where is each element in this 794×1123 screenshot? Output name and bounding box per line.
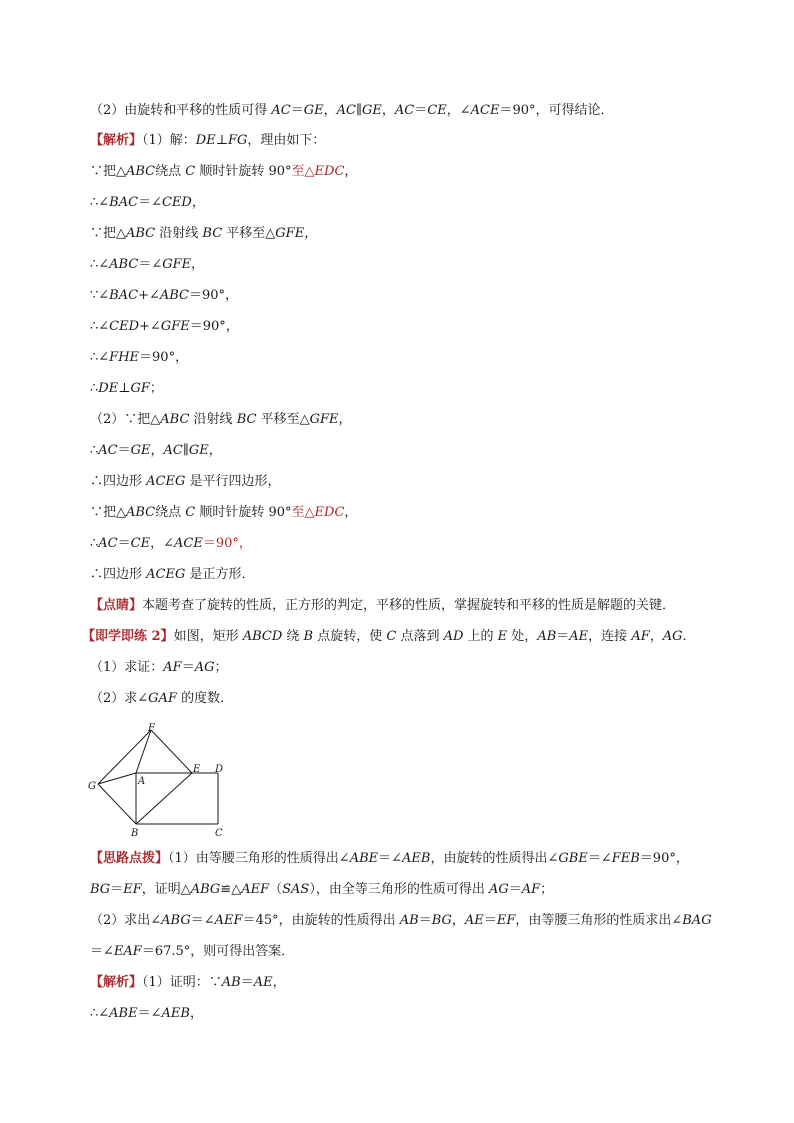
section-tag: 【解析】 xyxy=(90,975,143,990)
text-segment: ⊥ xyxy=(118,381,131,396)
text-segment: ∴∠ xyxy=(90,319,110,334)
text-segment: ∴∠ xyxy=(90,257,110,272)
math-symbol: BG xyxy=(90,882,111,897)
text-segment: ＝90°， xyxy=(639,851,689,866)
text-line xyxy=(90,503,730,523)
text-segment: 顺时针旋转 90° xyxy=(195,164,292,179)
text-segment: ∴四边形 xyxy=(90,567,147,582)
math-symbol: BAC xyxy=(109,195,139,210)
text-segment: （2）∵把△ xyxy=(90,412,161,427)
text-segment: ＝ xyxy=(556,629,570,644)
text-line xyxy=(90,596,730,616)
section-tag: 【思路点拨】 xyxy=(90,851,169,866)
text-segment: ，∠ xyxy=(150,536,174,551)
text-segment: ∴∠ xyxy=(90,350,110,365)
text-segment: （1）由等腰三角形的性质得出∠ xyxy=(168,851,350,866)
text-segment: ＝ xyxy=(181,660,195,675)
segment-ef xyxy=(151,730,192,773)
text-segment: ，由等腰三角形的性质求出∠ xyxy=(515,913,683,928)
math-symbol: GFE xyxy=(160,319,190,334)
math-symbol: E xyxy=(497,629,508,644)
text-segment: ＝∠ xyxy=(190,913,215,928)
text-segment: ＝ xyxy=(483,913,497,928)
text-segment: ⊥ xyxy=(215,133,228,148)
math-symbol: CED xyxy=(109,319,140,334)
math-symbol: AF xyxy=(631,629,650,644)
text-line xyxy=(90,348,730,368)
text-segment: +∠ xyxy=(138,288,160,303)
text-segment: ＝ xyxy=(418,913,432,928)
text-segment: ＝90°， xyxy=(189,288,239,303)
text-segment: 处， xyxy=(507,629,538,644)
text-segment: ＝∠ xyxy=(378,851,403,866)
text-segment: ； xyxy=(149,381,163,396)
text-segment: ＝45°，由旋转的性质得出 xyxy=(242,913,400,928)
math-symbol: B xyxy=(303,629,314,644)
text-segment: ， xyxy=(323,103,337,118)
math-symbol: ABE xyxy=(349,851,379,866)
text-line xyxy=(90,849,730,869)
math-symbol: C xyxy=(386,629,397,644)
math-symbol: EF xyxy=(496,913,516,928)
segment-af xyxy=(136,730,151,773)
math-symbol: FHE xyxy=(109,350,140,365)
text-segment: ＝ xyxy=(117,536,131,551)
math-symbol: AEF xyxy=(241,882,270,897)
math-symbol: ACEG xyxy=(146,474,186,489)
label-e: E xyxy=(193,764,201,775)
math-symbol: ABG xyxy=(161,913,191,928)
text-segment: 点旋转，使 xyxy=(313,629,387,644)
text-line xyxy=(90,441,730,461)
text-line xyxy=(90,658,730,678)
math-symbol: BG xyxy=(431,913,452,928)
text-line xyxy=(90,162,730,182)
text-segment: ，连接 xyxy=(588,629,632,644)
math-symbol: AEB xyxy=(161,1006,190,1021)
text-segment: ， xyxy=(191,195,205,210)
math-symbol: AB xyxy=(221,975,241,990)
text-segment: （ xyxy=(269,882,283,897)
math-symbol: EDC xyxy=(314,505,345,520)
text-segment: ，证明△ xyxy=(141,882,191,897)
math-symbol: EDC xyxy=(314,164,345,179)
segment-gb xyxy=(98,784,136,824)
text-segment: ∵∠ xyxy=(90,288,110,303)
text-segment: ． xyxy=(682,629,696,644)
text-segment: ，理由如下： xyxy=(247,133,326,148)
math-symbol: GE xyxy=(362,103,382,118)
text-line xyxy=(90,942,730,962)
math-symbol: ACE xyxy=(470,103,500,118)
text-segment: ＝ xyxy=(110,882,124,897)
text-line xyxy=(90,472,730,492)
math-symbol: EAF xyxy=(113,944,142,959)
text-segment: ， xyxy=(344,164,358,179)
text-segment: ，∠ xyxy=(446,103,471,118)
text-segment: ， xyxy=(150,443,164,458)
text-line xyxy=(82,627,722,647)
label-a: A xyxy=(138,776,146,787)
text-line xyxy=(90,534,730,554)
math-symbol: AC xyxy=(394,103,415,118)
text-segment: ∥ xyxy=(182,443,189,458)
math-symbol: ABC xyxy=(126,164,156,179)
math-symbol: AEB xyxy=(402,851,431,866)
math-symbol: CE xyxy=(427,103,447,118)
text-segment: （1）求证： xyxy=(90,660,164,675)
text-line xyxy=(90,689,730,709)
text-line xyxy=(90,255,730,275)
text-segment: 顺时针旋转 90° xyxy=(195,505,292,520)
math-symbol: GAF xyxy=(148,691,177,706)
math-symbol: AC xyxy=(336,103,356,118)
label-d: D xyxy=(215,764,224,775)
math-symbol: AF xyxy=(521,882,541,897)
math-symbol: GBE xyxy=(558,851,588,866)
geometry-figure xyxy=(86,722,236,842)
text-line xyxy=(90,379,730,399)
math-symbol: AD xyxy=(443,629,464,644)
section-tag: 【解析】 xyxy=(90,133,143,148)
math-symbol: AC xyxy=(271,103,291,118)
text-line xyxy=(90,410,730,430)
math-symbol: CED xyxy=(161,195,192,210)
text-line xyxy=(90,911,730,931)
text-segment: 平移至△ xyxy=(256,412,310,427)
math-symbol: BC xyxy=(236,412,257,427)
text-segment: 绕点 xyxy=(155,505,186,520)
text-segment: ， xyxy=(344,505,358,520)
math-symbol: AE xyxy=(569,629,589,644)
label-f: F xyxy=(148,723,155,734)
math-symbol: AC xyxy=(163,443,183,458)
text-segment: ， xyxy=(451,913,465,928)
text-line xyxy=(90,131,730,151)
text-segment: ， xyxy=(272,975,286,990)
text-segment: （1）证明：∵ xyxy=(142,975,222,990)
text-segment: 本题考查了旋转的性质，正方形的判定，平移的性质，掌握旋转和平移的性质是解题的关键． xyxy=(142,598,676,613)
text-segment: +∠ xyxy=(139,319,161,334)
text-segment: （2）求∠ xyxy=(90,691,149,706)
text-segment: ∵把△ xyxy=(90,505,126,520)
math-symbol: ABC xyxy=(109,257,139,272)
text-segment: 至△ xyxy=(291,164,315,179)
math-symbol: AG xyxy=(488,882,509,897)
math-symbol: AF xyxy=(163,660,182,675)
math-symbol: DE xyxy=(98,381,119,396)
text-line xyxy=(90,224,730,244)
math-symbol: ABC xyxy=(126,226,156,241)
section-tag: 【点睛】 xyxy=(90,598,143,613)
text-segment: ＝90°，可得结论． xyxy=(499,103,614,118)
math-symbol: FG xyxy=(227,133,248,148)
text-segment: ∴∠ xyxy=(90,1006,110,1021)
math-symbol: AG xyxy=(662,629,683,644)
text-segment: ＝ xyxy=(240,975,254,990)
text-segment: ＝ xyxy=(117,443,131,458)
text-segment: ∥ xyxy=(356,103,363,118)
text-line xyxy=(90,565,730,585)
text-segment: ＝∠ xyxy=(138,257,163,272)
text-segment: ），由全等三角形的性质可得出 xyxy=(309,882,489,897)
text-segment: ， xyxy=(189,1006,203,1021)
text-segment: ， xyxy=(649,629,663,644)
math-symbol: AG xyxy=(194,660,215,675)
text-segment: ＝ xyxy=(290,103,304,118)
text-segment: 平移至△ xyxy=(222,226,276,241)
text-segment: ＝ xyxy=(414,103,428,118)
text-segment: ≌△ xyxy=(220,882,242,897)
text-segment: ，由旋转的性质得出∠ xyxy=(430,851,559,866)
text-segment: ； xyxy=(540,882,554,897)
math-symbol: SAS xyxy=(282,882,310,897)
math-symbol: ABC xyxy=(160,412,190,427)
text-segment: ＝∠ xyxy=(138,195,162,210)
text-segment: ＝90°， xyxy=(189,319,239,334)
math-symbol: AB xyxy=(537,629,557,644)
label-g: G xyxy=(88,781,96,792)
text-segment: ， xyxy=(381,103,395,118)
text-segment: 沿射线 xyxy=(189,412,237,427)
text-segment: ∴四边形 xyxy=(90,474,147,489)
text-segment: 的度数． xyxy=(176,691,234,706)
math-symbol: C xyxy=(185,164,196,179)
math-symbol: GE xyxy=(188,443,209,458)
math-symbol: FEB xyxy=(611,851,640,866)
text-segment: （2）求出∠ xyxy=(90,913,162,928)
math-symbol: ACE xyxy=(173,536,203,551)
math-symbol: BAG xyxy=(682,913,712,928)
math-symbol: GFE xyxy=(275,226,305,241)
math-symbol: GFE xyxy=(309,412,339,427)
math-symbol: GF xyxy=(130,381,150,396)
math-symbol: AE xyxy=(253,975,273,990)
text-line xyxy=(90,973,730,993)
math-symbol: CE xyxy=(130,536,151,551)
text-segment: 点落到 xyxy=(396,629,444,644)
text-line xyxy=(90,880,730,900)
section-tag: 【即学即练 2】 xyxy=(82,629,174,644)
math-symbol: AC xyxy=(98,443,118,458)
math-symbol: GE xyxy=(130,443,151,458)
math-symbol: BC xyxy=(202,226,223,241)
text-segment: ∵把△ xyxy=(90,226,126,241)
math-symbol: DE xyxy=(195,133,216,148)
text-segment: ； xyxy=(214,660,228,675)
math-symbol: C xyxy=(185,505,196,520)
text-segment: 绕 xyxy=(282,629,304,644)
text-segment: ＝∠ xyxy=(90,944,114,959)
text-segment: ， xyxy=(338,412,352,427)
text-segment: ， xyxy=(304,226,318,241)
text-line xyxy=(90,193,730,213)
text-segment: ＝∠ xyxy=(587,851,612,866)
text-segment: 是正方形． xyxy=(185,567,255,582)
text-segment: 如图，矩形 xyxy=(173,629,243,644)
math-symbol: ACEG xyxy=(146,567,186,582)
math-symbol: EF xyxy=(123,882,142,897)
text-segment: ∵把△ xyxy=(90,164,126,179)
text-segment: 至△ xyxy=(291,505,315,520)
text-segment: ∴ xyxy=(90,536,99,551)
math-symbol: BAC xyxy=(109,288,139,303)
label-b: B xyxy=(131,828,139,839)
text-segment: ， xyxy=(208,443,222,458)
math-symbol: AB xyxy=(399,913,419,928)
text-segment: ＝ xyxy=(508,882,522,897)
text-segment: ∴ xyxy=(90,381,99,396)
text-segment: 上的 xyxy=(463,629,498,644)
math-symbol: AC xyxy=(98,536,118,551)
text-segment: 绕点 xyxy=(155,164,186,179)
math-symbol: ABC xyxy=(159,288,189,303)
math-symbol: ABG xyxy=(190,882,221,897)
text-line xyxy=(90,101,730,121)
math-symbol: ABE xyxy=(109,1006,138,1021)
label-c: C xyxy=(215,828,223,839)
text-segment: ， xyxy=(191,257,205,272)
text-segment: ＝90°， xyxy=(202,536,252,551)
text-segment: ∴ xyxy=(90,443,99,458)
math-symbol: AE xyxy=(464,913,484,928)
text-line xyxy=(90,286,730,306)
text-segment: ＝67.5°，则可得出答案． xyxy=(141,944,295,959)
text-segment: ∴∠ xyxy=(90,195,110,210)
text-segment: ＝90°， xyxy=(139,350,189,365)
text-segment: （1）解： xyxy=(142,133,196,148)
text-line xyxy=(90,317,730,337)
math-symbol: ABCD xyxy=(242,629,283,644)
text-segment: ＝∠ xyxy=(137,1006,162,1021)
text-segment: 是平行四边形， xyxy=(185,474,281,489)
math-symbol: GE xyxy=(303,103,324,118)
text-line xyxy=(90,1004,730,1024)
text-segment: 沿射线 xyxy=(155,226,203,241)
math-symbol: AEF xyxy=(214,913,243,928)
text-segment: （2）由旋转和平移的性质可得 xyxy=(90,103,272,118)
math-symbol: GFE xyxy=(162,257,192,272)
math-symbol: ABC xyxy=(126,505,156,520)
